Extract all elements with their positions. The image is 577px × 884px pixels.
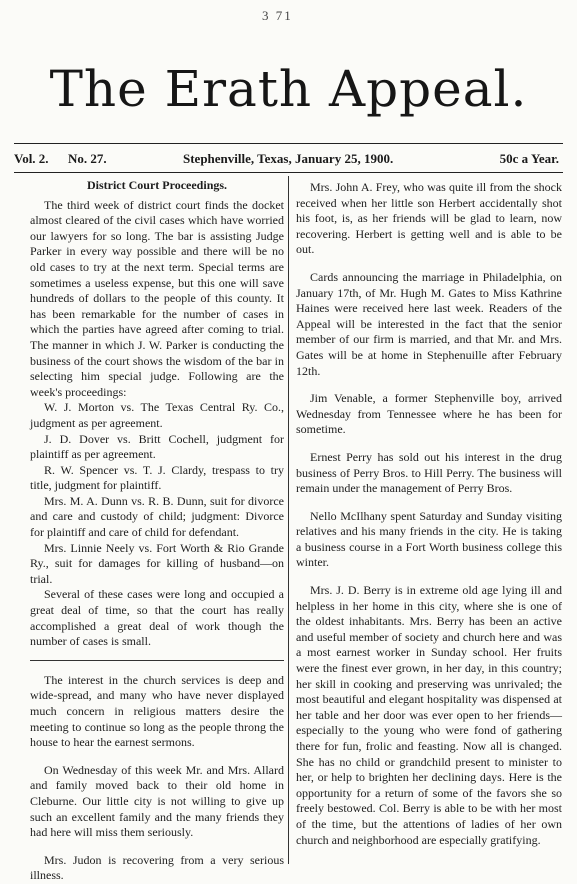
article-heading-district-court: District Court Proceedings.: [86, 178, 228, 192]
court-case-3: R. W. Spencer vs. T. J. Clardy, trespass to try title, judgment for plaintiff.: [30, 462, 284, 493]
column-divider: [288, 176, 289, 864]
masthead-rule-bottom: [14, 172, 563, 173]
article-allard-family: On Wednesday of this week Mr. and Mrs. Allard and family moved back to their old home in Cleburne. Our little city is not willing to give up such an excellent family and the many friends they had here will miss them seriously.: [30, 762, 284, 840]
article-court-intro: The third week of district court finds the docket almost cleared of the civil cases which have worried our lawyers for so long. The bar is assisting Judge Parker in every way possible and there will be no old cases to try at the next term. Special terms are sometimes a useless expense, but this one will save hundreds of dollars to the people of this county. It has been remarkable for the number of cases in which the parties have agreed after coming to trial. The manner in which J. W. Parker is conducting the business of the court shows the wisdom of the bar in selecting him special judge. Following are the week's proceedings:: [30, 197, 284, 399]
subscription-price: 50c a Year.: [499, 151, 559, 166]
article-court-closing: Several of these cases were long and occupied a great deal of time, so that the court has really accomplished a great deal of work though the number of cases is small.: [30, 587, 284, 649]
court-case-1: W. J. Morton vs. The Texas Central Ry. Co., judgment as per agreement.: [30, 400, 284, 430]
article-gates-marriage: Cards announcing the marriage in Philadelphia, on January 17th, of Mr. Hugh M. Gates to Miss Kathrine Haines were received here last week. Readers of the Appeal will be interested in the fact that the senior member of our firm is married, and that Mr. and Mrs. Gates will be at home in Stephenuille after February 12th.: [296, 269, 562, 378]
article-mcilhany-visit: Nello McIlhany spent Saturday and Sunday visiting relatives and his many friends in the city. He is taking a business course in a Fort Worth business college this winter.: [296, 508, 562, 570]
article-church-services: The interest in the church services is deep and wide-spread, and many who have never displayed much concern in religious matters desire the meeting to continue so long as the people throng the house to hear the earnest sermons.: [30, 672, 284, 750]
article-venable-arrival: Jim Venable, a former Stephenville boy, arrived Wednesday from Tennessee where he has been for sometime.: [296, 391, 562, 437]
article-perry-bros: Ernest Perry has sold out his interest in the drug business of Perry Bros. to Hill Perry. The business will remain under the management of Perry Bros.: [296, 449, 562, 496]
page-number: 3 71: [262, 8, 293, 23]
article-judon-recovery: Mrs. Judon is recovering from a very serious illness.: [30, 852, 284, 883]
right-column: [296, 180, 562, 848]
article-berry-illness: Mrs. J. D. Berry is in extreme old age lying ill and helpless in her home in this city, where she is one of the oldest inhabitants. Mrs. Berry has been an active and useful member of society and church here and was a most earnest worker in Sunday school. Her fruits were the finest ever grown, in her day, in this country; her skill in cooking and preserving was unrivaled; the most beautiful and elegant hospitality was dispensed at her table and her door was ever open to her friends—especially to the young who were fond of gathering there for fun, frolic and feasting. Now all is changed. She has no child or grandchild present to minister to her, or help to brighten her declining days. Here is the opportunity for a return of some of the favors she so freely bestowed. Col. Berry is able to be with her most of the time, but the attentions of ladies of her own church and neighborhood are especially gratifying.: [296, 583, 562, 847]
volume-label: Vol. 2.: [14, 151, 49, 166]
masthead-title: The Erath Appeal.: [49, 60, 528, 118]
dateline: Stephenville, Texas, January 25, 1900.: [183, 151, 394, 166]
court-case-4: Mrs. M. A. Dunn vs. R. B. Dunn, suit for divorce and care and custody of child; judgment: Divorce for plaintiff and care of child for defendant.: [30, 493, 284, 540]
masthead-rule-top: [14, 143, 563, 144]
article-separator: [30, 660, 284, 661]
issue-number: No. 27.: [68, 151, 107, 166]
article-frey-recovery: Mrs. John A. Frey, who was quite ill from the shock received when her little son Herbert accidentally shot his foot, is, as her friends will be glad to learn, now recovering. Herbert is getting well and is able to be out.: [296, 180, 562, 257]
left-column: [30, 178, 284, 884]
court-case-2: J. D. Dover vs. Britt Cochell, judgment for plaintiff as per agreement.: [30, 431, 284, 462]
court-case-5: Mrs. Linnie Neely vs. Fort Worth & Rio Grande Ry., suit for damages for killing of husband—on trial.: [30, 540, 284, 586]
